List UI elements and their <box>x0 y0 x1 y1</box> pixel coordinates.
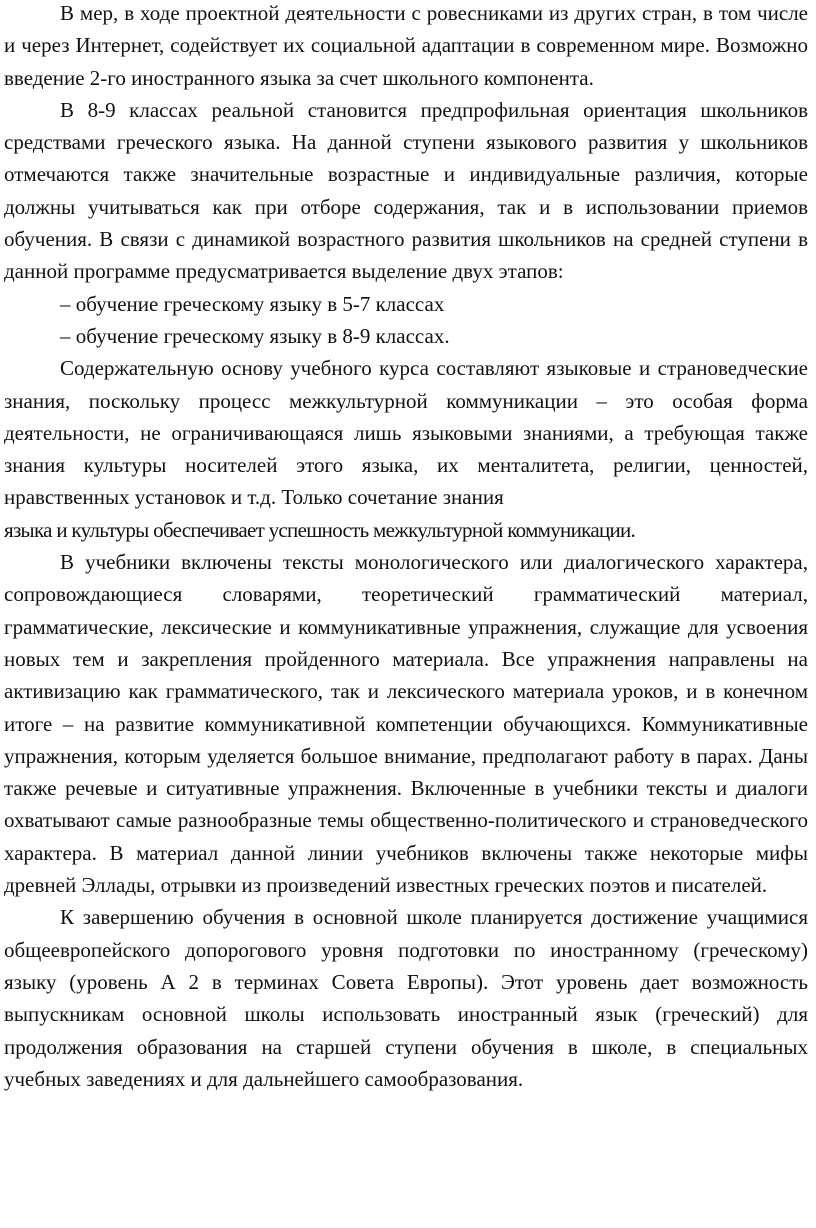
list-item-stage-2: – обучение греческому языку в 8-9 классах. <box>60 323 450 348</box>
paragraph-course-content-end: языка и культуры обеспечивает успешность межкультурной коммуникации. <box>4 517 636 542</box>
paragraph-social-adaptation: В мер, в ходе проектной деятельности с ровесниками из других стран, в том числе и через Интернет, содействует их социальной адаптации в современном мире. Возможно введение 2-го иностранного языка за счет школьного компонента. <box>4 1 808 90</box>
paragraph-textbooks: В учебники включены тексты монологического или диалогического характера, сопровождающиеся словарями, теоретический грамматический материал, грамматические, лексические и коммуникативные упражнения, служащие для усвоения новых тем и закрепления пройденного материала. Все упражнения направлены на активизацию как грамматического, так и лексического материала уроков, и в конечном итоге – на развитие коммуникативной компетенции обучающихся. Коммуникативные упражнения, которым уделяется большое внимание, предполагают работу в парах. Даны также речевые и ситуативные упражнения. Включенные в учебники тексты и диалоги охватывают самые разнообразные темы общественно-политического и страноведческого характера. В материал данной линии учебников включены также некоторые мифы древней Эллады, отрывки из произведений известных греческих поэтов и писателей. <box>4 550 808 898</box>
list-item-stage-1: – обучение греческому языку в 5-7 классах <box>60 291 445 316</box>
paragraph-final-level: К завершению обучения в основной школе планируется достижение учащимися общеевропейского допорогового уровня подготовки по иностранному (греческому) языку (уровень А 2 в терминах Совета Европы). Этот уровень дает возможность выпускникам основной школы использовать иностранный язык (греческий) для продолжения образования на старшей ступени обучения в школе, в специальных учебных заведениях и для дальнейшего самообразования. <box>4 905 808 1091</box>
paragraph-course-content: Содержательную основу учебного курса составляют языковые и страноведческие знания, поскольку процесс межкультурной коммуникации – это особая форма деятельности, не ограничивающаяся лишь языковыми знаниями, а требующая также знания культуры носителей этого языка, их менталитета, религии, ценностей, нравственных установок и т.д. Только сочетание знания <box>4 356 808 510</box>
paragraph-profile-orientation: В 8-9 классах реальной становится предпрофильная ориентация школьников средствами греческого языка. На данной ступени языкового развития у школьников отмечаются также значительные возрастные и индивидуальные различия, которые должны учитываться как при отборе содержания, так и в использовании приемов обучения. В связи с динамикой возрастного развития школьников на средней ступени в данной программе предусматривается выделение двух этапов: <box>4 97 808 284</box>
